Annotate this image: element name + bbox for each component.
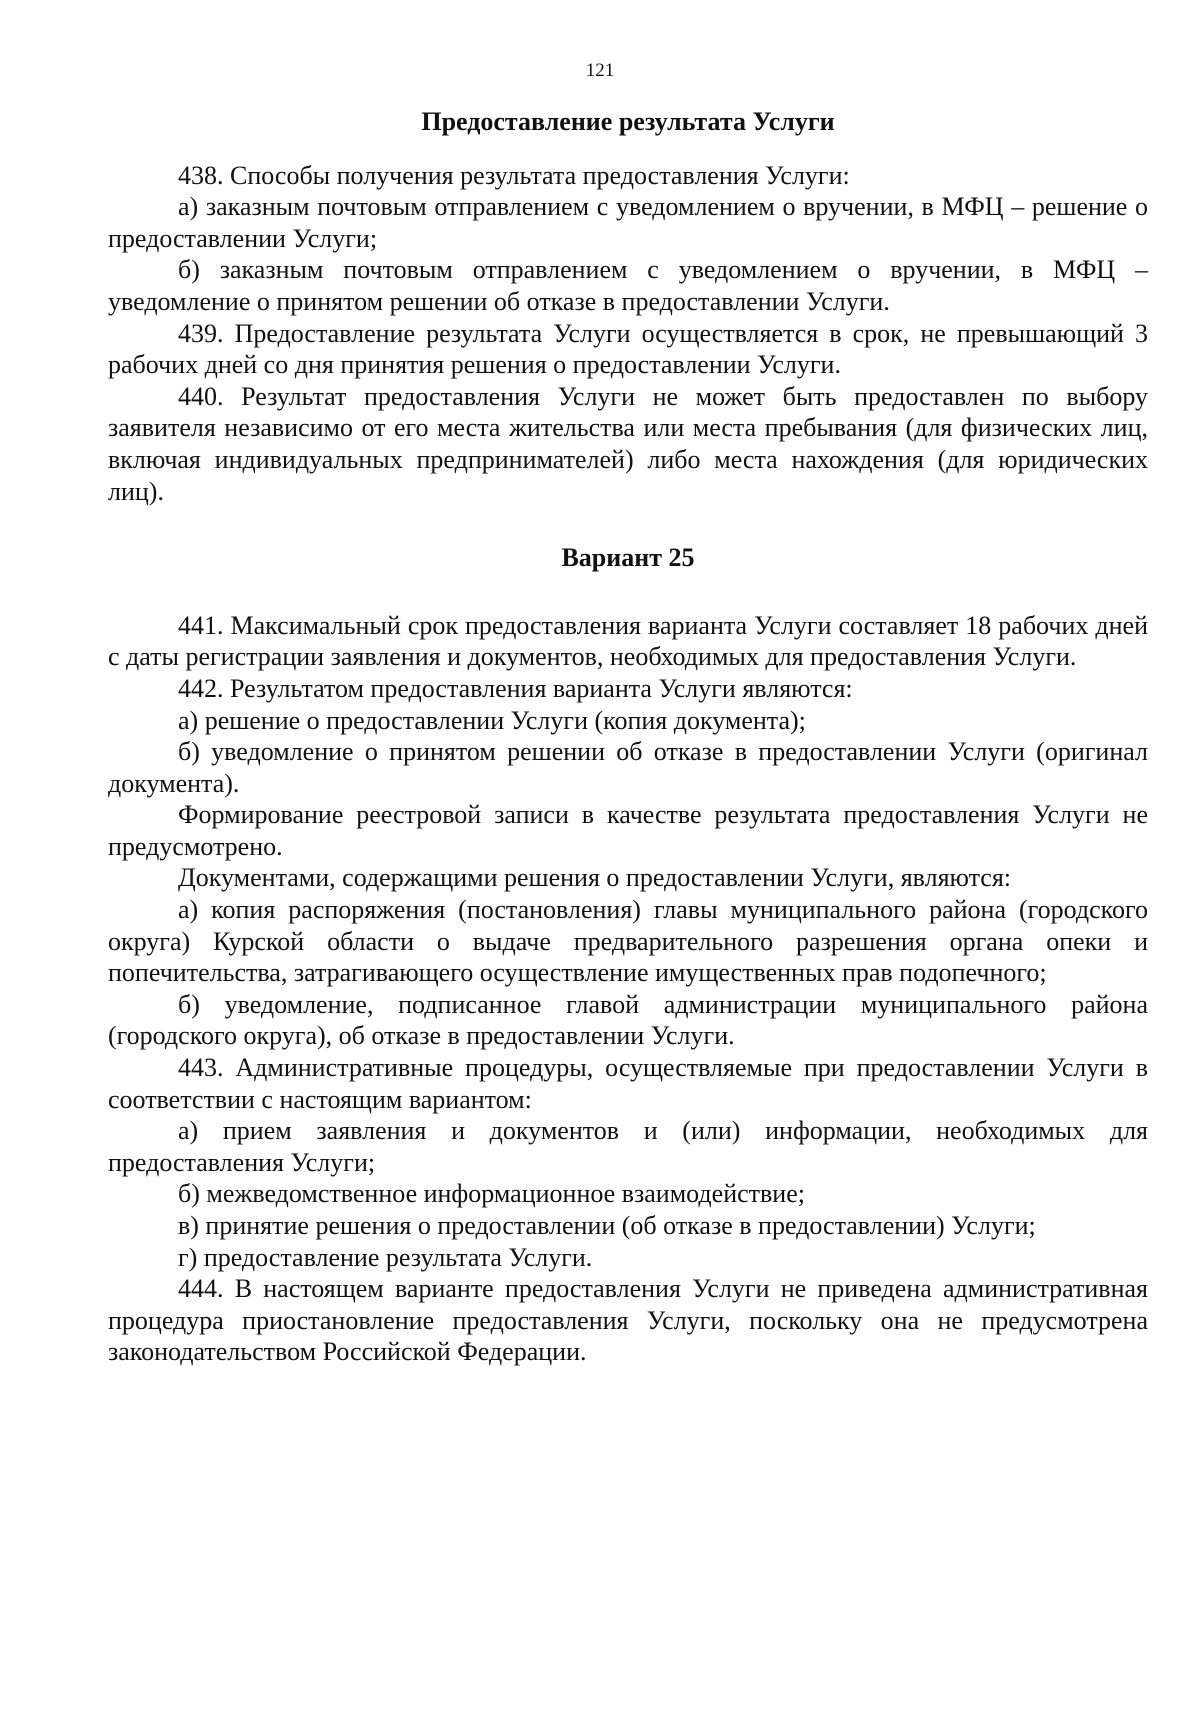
section-title: Предоставление результата Услуги: [421, 107, 835, 136]
paragraph-443-g: г) предоставление результата Услуги.: [178, 1242, 593, 1272]
page-number: 121: [585, 60, 615, 81]
paragraph-442-a: а) решение о предоставлении Услуги (копия документа);: [178, 705, 806, 735]
paragraph-438: 438. Способы получения результата предоставления Услуги:: [178, 160, 850, 190]
paragraph-decision-documents-a: а) копия распоряжения (постановления) главы муниципального района (городского округа) Курской области о выдаче предварительного разрешения органа опеки и попечительства, затрагивающего осуществление имущественных прав подопечного;: [108, 895, 1148, 988]
paragraph-438-a: а) заказным почтовым отправлением с уведомлением о вручении, в МФЦ – решение о предоставлении Услуги;: [108, 192, 1148, 253]
paragraph-443-a: а) прием заявления и документов и (или) информации, необходимых для предоставления Услуги;: [108, 1116, 1148, 1177]
paragraph-443-b: б) межведомственное информационное взаимодействие;: [178, 1179, 805, 1209]
variant-paragraphs: [108, 610, 1148, 1368]
paragraph-438-b: б) заказным почтовым отправлением с уведомлением о вручении, в МФЦ – уведомление о принятом решении об отказе в предоставлении Услуги.: [108, 255, 1148, 316]
section-paragraphs: [108, 160, 1148, 508]
paragraph-444: 444. В настоящем варианте предоставления Услуги не приведена административная процедура приостановление предоставления Услуги, поскольку она не предусмотрена законодательством Российской Федерации.: [108, 1274, 1148, 1367]
paragraph-442-b: б) уведомление о принятом решении об отказе в предоставлении Услуги (оригинал документа).: [108, 737, 1148, 798]
variant-title: Вариант 25: [561, 543, 695, 573]
paragraph-decision-documents: Документами, содержащими решения о предоставлении Услуги, являются:: [178, 863, 1012, 893]
paragraph-443: 443. Административные процедуры, осуществляемые при предоставлении Услуги в соответствии с настоящим вариантом:: [108, 1053, 1148, 1114]
paragraph-registry-record: Формирование реестровой записи в качестве результата предоставления Услуги не предусмотрено.: [108, 800, 1148, 861]
document-body: [108, 106, 1148, 1368]
paragraph-442: 442. Результатом предоставления варианта Услуги являются:: [178, 673, 853, 703]
paragraph-441: 441. Максимальный срок предоставления варианта Услуги составляет 18 рабочих дней с даты регистрации заявления и документов, необходимых для предоставления Услуги.: [108, 610, 1148, 672]
paragraph-440: 440. Результат предоставления Услуги не может быть предоставлен по выбору заявителя независимо от его места жительства или места пребывания (для физических лиц, включая индивидуальных предпринимателей) либо места нахождения (для юридических лиц).: [108, 381, 1148, 506]
paragraph-439: 439. Предоставление результата Услуги осуществляется в срок, не превышающий 3 рабочих дней со дня принятия решения о предоставлении Услуги.: [108, 318, 1148, 380]
paragraph-decision-documents-b: б) уведомление, подписанное главой администрации муниципального района (городского округа), об отказе в предоставлении Услуги.: [108, 989, 1148, 1051]
paragraph-443-v: в) принятие решения о предоставлении (об отказе в предоставлении) Услуги;: [178, 1211, 1036, 1240]
